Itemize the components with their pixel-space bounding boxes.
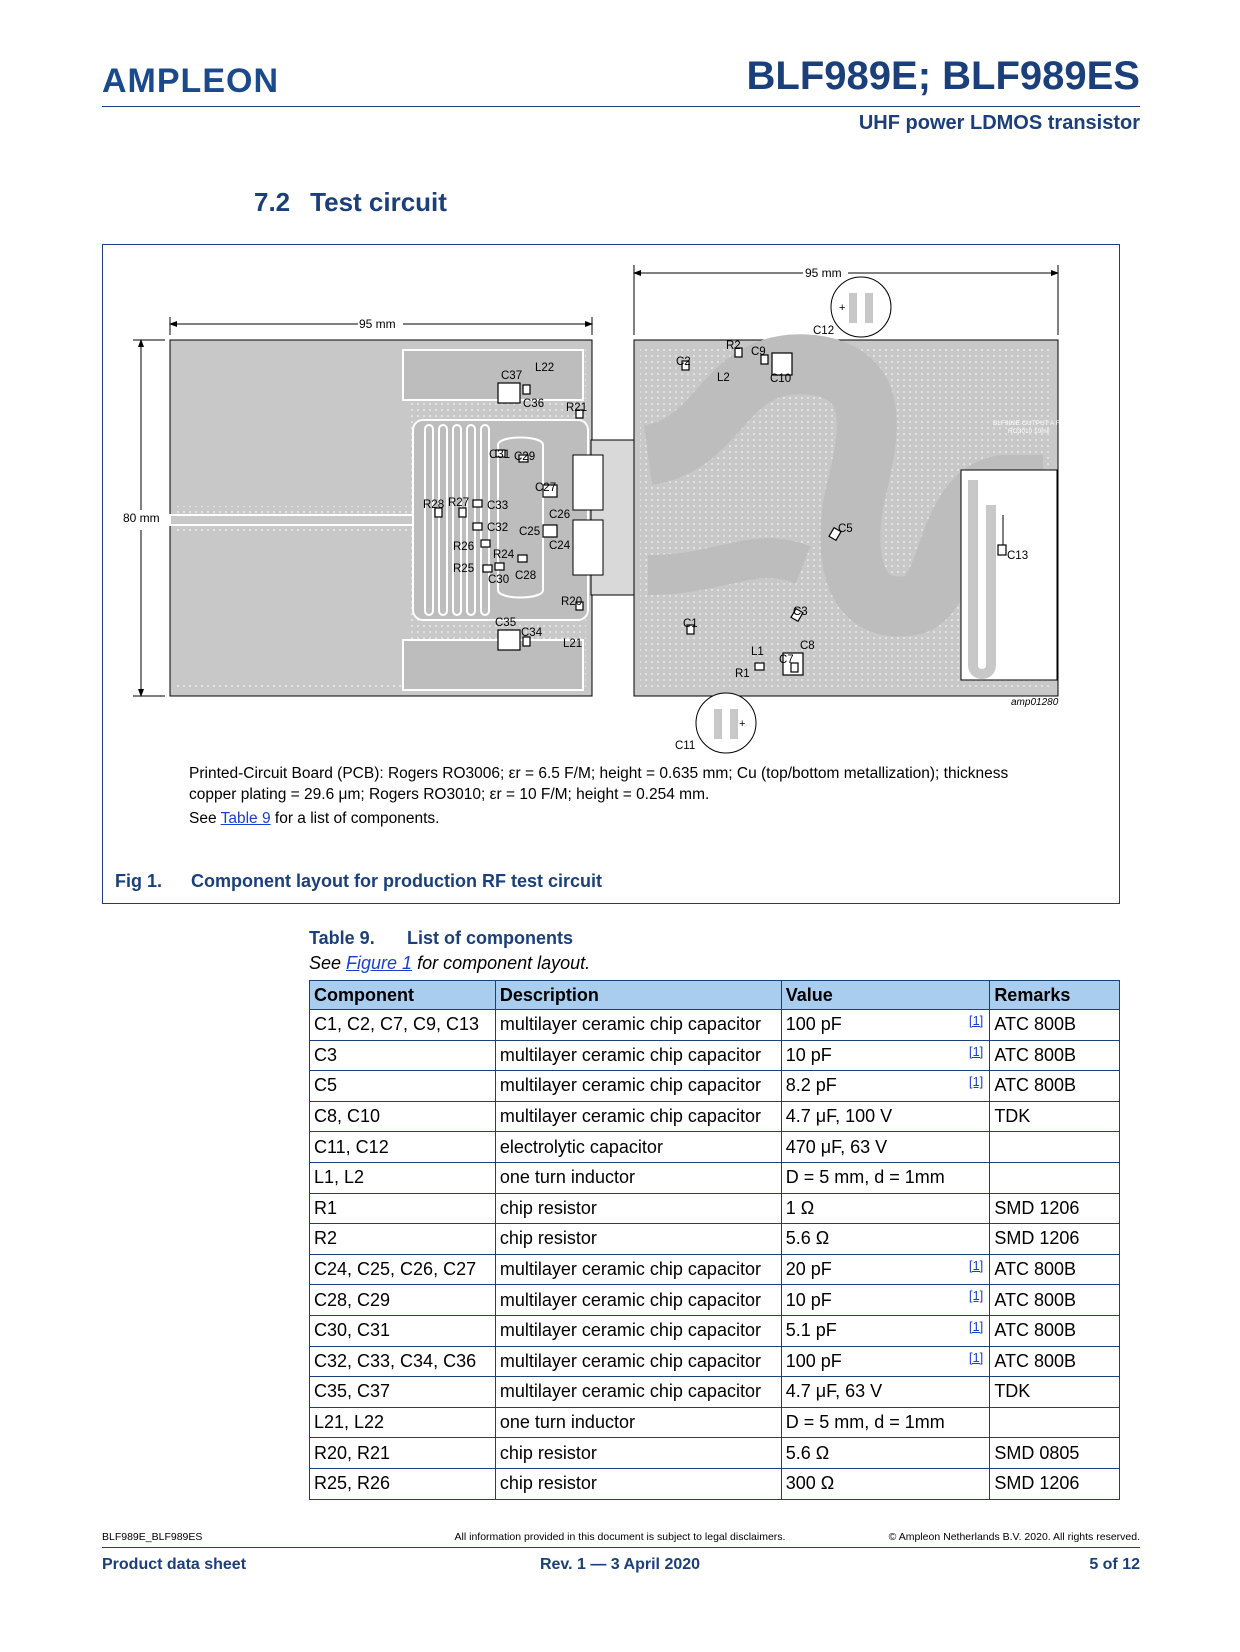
silk-label-5: REV1: [993, 488, 1010, 495]
label-c29: C29: [514, 451, 536, 463]
label-r27: R27: [448, 497, 470, 509]
value-text: 5.6 Ω: [785, 1228, 830, 1249]
cell-value: [781, 1315, 990, 1346]
figure-caption-label: Fig 1.: [115, 871, 163, 891]
table-row: [310, 1224, 1120, 1255]
table-title: [309, 928, 573, 949]
cell-description: multilayer ceramic chip capacitor: [495, 1315, 781, 1346]
label-r20: R20: [561, 596, 583, 608]
label-r24: R24: [493, 549, 515, 561]
cell-description: one turn inductor: [495, 1162, 781, 1193]
table-note-link[interactable]: [1]: [968, 1074, 984, 1090]
figure-see-reference: See Table 9 for a list of components.: [189, 810, 440, 827]
header-component: Component: [310, 981, 496, 1010]
silk-label-2: RO3010 10mil: [1008, 428, 1050, 435]
section-heading: [254, 187, 447, 218]
table-row: [310, 1010, 1120, 1041]
figure-caption-text: Component layout for production RF test circuit: [191, 871, 602, 891]
table-subtitle: See Figure 1 for component layout.: [309, 953, 591, 973]
cell-value: [781, 1254, 990, 1285]
table-row: [310, 1315, 1120, 1346]
table-title-text: List of components: [407, 928, 573, 948]
figure-1-link[interactable]: Figure 1: [346, 953, 413, 973]
header-description: Description: [495, 981, 781, 1010]
cell-description: multilayer ceramic chip capacitor: [495, 1071, 781, 1102]
value-text: D = 5 mm, d = 1mm: [785, 1412, 945, 1433]
table-row: [310, 1468, 1120, 1499]
table-row: [310, 1407, 1120, 1438]
cell-component: R1: [310, 1193, 496, 1224]
dim-height: 80 mm: [123, 511, 160, 525]
label-c7: C7: [779, 654, 794, 666]
table-note-link[interactable]: [1]: [968, 1288, 984, 1304]
table-note-link[interactable]: [1]: [968, 1349, 984, 1365]
label-c35: C35: [495, 617, 517, 629]
cell-description: multilayer ceramic chip capacitor: [495, 1254, 781, 1285]
footer-page-number: 5 of 12: [1089, 1556, 1140, 1573]
cell-value: [781, 1438, 990, 1469]
label-c13: C13: [1007, 550, 1029, 562]
table-row: [310, 1101, 1120, 1132]
label-r2: R2: [726, 340, 741, 352]
cell-remarks: SMD 0805: [990, 1438, 1120, 1469]
table-note-link[interactable]: [1]: [968, 1043, 984, 1059]
label-c9: C9: [751, 346, 766, 358]
value-text: 4.7 μF, 63 V: [785, 1381, 883, 1402]
table-row: [310, 1254, 1120, 1285]
label-c32: C32: [487, 522, 509, 534]
cell-value: [781, 1071, 990, 1102]
cell-component: L21, L22: [310, 1407, 496, 1438]
figure-caption: [115, 871, 602, 892]
figure-note-line-2: copper plating = 29.6 μm; Rogers RO3010; εr = 10 F/M; height = 0.254 mm.: [189, 786, 710, 803]
value-text: 300 Ω: [785, 1473, 835, 1494]
cell-value: [781, 1377, 990, 1408]
cell-remarks: SMD 1206: [990, 1224, 1120, 1255]
cell-description: chip resistor: [495, 1438, 781, 1469]
cell-component: C1, C2, C7, C9, C13: [310, 1010, 496, 1041]
label-l21: L21: [563, 638, 583, 650]
cell-value: [781, 1193, 990, 1224]
label-c37: C37: [501, 370, 523, 382]
cell-value: [781, 1010, 990, 1041]
table-note-link[interactable]: [1]: [968, 1257, 984, 1273]
label-c25: C25: [519, 526, 541, 538]
cell-component: R2: [310, 1224, 496, 1255]
value-text: 100 pF: [785, 1350, 842, 1371]
label-c11: C11: [675, 740, 696, 752]
silk-label-3: BLF989E: [993, 472, 1021, 479]
output-board: [634, 340, 1073, 696]
table-row: [310, 1040, 1120, 1071]
figure-note-line-1: Printed-Circuit Board (PCB): Rogers RO3006; εr = 6.5 F/M; height = 0.635 mm; Cu (top/bottom metallization); thickness: [189, 765, 1009, 782]
silk-label-4: OUTPUT B: [993, 480, 1026, 487]
section-number: 7.2: [254, 187, 291, 217]
label-c10: C10: [770, 373, 792, 385]
company-logo: AMPLEON: [102, 62, 279, 100]
label-c24: C24: [549, 540, 571, 552]
label-r28: R28: [423, 499, 445, 511]
cell-remarks: [990, 1407, 1120, 1438]
label-l1: L1: [751, 646, 764, 658]
cell-remarks: ATC 800B: [990, 1285, 1120, 1316]
footer-disclaimer: All information provided in this document is subject to legal disclaimers.: [454, 1531, 786, 1543]
silk-label-6: RO3006 25mil: [993, 496, 1035, 503]
cell-component: C30, C31: [310, 1315, 496, 1346]
cell-value: [781, 1407, 990, 1438]
svg-text:+: +: [839, 302, 846, 314]
footer-divider: [102, 1547, 1140, 1548]
footer-revision: Rev. 1 — 3 April 2020: [539, 1556, 701, 1573]
header-value: Value: [781, 981, 990, 1010]
cell-component: C35, C37: [310, 1377, 496, 1408]
cell-value: [781, 1468, 990, 1499]
cell-component: C11, C12: [310, 1132, 496, 1163]
label-l22: L22: [535, 362, 555, 374]
cell-remarks: SMD 1206: [990, 1193, 1120, 1224]
label-c27: C27: [535, 482, 557, 494]
label-c8: C8: [800, 640, 815, 652]
cell-description: chip resistor: [495, 1468, 781, 1499]
label-r1: R1: [735, 668, 750, 680]
cell-value: [781, 1346, 990, 1377]
cell-remarks: ATC 800B: [990, 1346, 1120, 1377]
label-c33: C33: [487, 500, 509, 512]
components-table: [309, 980, 1120, 1500]
cell-remarks: ATC 800B: [990, 1254, 1120, 1285]
cell-component: C3: [310, 1040, 496, 1071]
cell-remarks: ATC 800B: [990, 1315, 1120, 1346]
cell-description: multilayer ceramic chip capacitor: [495, 1040, 781, 1071]
capacitor-c11: [696, 693, 756, 753]
cell-component: C5: [310, 1071, 496, 1102]
cell-remarks: SMD 1206: [990, 1468, 1120, 1499]
cell-remarks: ATC 800B: [990, 1040, 1120, 1071]
table-row: [310, 1193, 1120, 1224]
table-note-link[interactable]: [1]: [968, 1013, 984, 1028]
table-note-link[interactable]: [1]: [968, 1318, 984, 1334]
cell-description: multilayer ceramic chip capacitor: [495, 1285, 781, 1316]
cell-remarks: [990, 1132, 1120, 1163]
table-row: [310, 1132, 1120, 1163]
cell-remarks: ATC 800B: [990, 1010, 1120, 1041]
document-subtitle: UHF power LDMOS transistor: [858, 112, 1140, 134]
dim-left-width: 95 mm: [359, 317, 396, 331]
cell-component: R20, R21: [310, 1438, 496, 1469]
label-r25: R25: [453, 563, 475, 575]
table-header-row: [310, 981, 1120, 1010]
document-title: BLF989E; BLF989ES: [746, 54, 1140, 98]
footer-doc-id: BLF989E_BLF989ES: [102, 1531, 203, 1543]
label-c3: C3: [793, 606, 808, 618]
silk-label-1: BLF989E OUTPUT A REV1: [993, 420, 1073, 427]
table-row: [310, 1162, 1120, 1193]
label-c36: C36: [523, 398, 545, 410]
capacitor-c12: [831, 277, 891, 337]
value-text: 4.7 μF, 100 V: [785, 1106, 893, 1127]
table-row: [310, 1377, 1120, 1408]
label-c34: C34: [521, 627, 543, 639]
label-l2: L2: [717, 372, 730, 384]
cell-description: electrolytic capacitor: [495, 1132, 781, 1163]
figure-1: [102, 244, 1120, 904]
label-r21: R21: [566, 402, 588, 414]
cell-description: chip resistor: [495, 1224, 781, 1255]
value-text: 100 pF: [785, 1014, 842, 1035]
cell-remarks: ATC 800B: [990, 1071, 1120, 1102]
value-text: 10 pF: [785, 1289, 832, 1310]
footer-copyright: © Ampleon Netherlands B.V. 2020. All rights reserved.: [888, 1531, 1140, 1543]
cell-component: C8, C10: [310, 1101, 496, 1132]
cell-description: multilayer ceramic chip capacitor: [495, 1101, 781, 1132]
value-text: 8.2 pF: [785, 1075, 837, 1096]
svg-text:+: +: [739, 718, 746, 730]
cell-value: [781, 1162, 990, 1193]
value-text: 470 μF, 63 V: [785, 1136, 888, 1157]
value-text: 5.1 pF: [785, 1320, 837, 1341]
section-title: Test circuit: [310, 187, 447, 217]
cell-remarks: TDK: [990, 1101, 1120, 1132]
cell-remarks: TDK: [990, 1377, 1120, 1408]
cell-component: L1, L2: [310, 1162, 496, 1193]
table-9-link[interactable]: Table 9: [220, 810, 271, 827]
cell-description: chip resistor: [495, 1193, 781, 1224]
cell-description: one turn inductor: [495, 1407, 781, 1438]
value-text: 5.6 Ω: [785, 1442, 830, 1463]
header-remarks: Remarks: [990, 981, 1120, 1010]
cell-value: [781, 1224, 990, 1255]
table-body: [310, 1010, 1120, 1500]
cell-component: C32, C33, C34, C36: [310, 1346, 496, 1377]
footer-doc-type: Product data sheet: [102, 1556, 247, 1573]
label-c5: C5: [838, 523, 853, 535]
cell-remarks: [990, 1162, 1120, 1193]
cell-component: C28, C29: [310, 1285, 496, 1316]
value-text: 20 pF: [785, 1259, 832, 1280]
label-c28: C28: [515, 570, 537, 582]
cell-value: [781, 1132, 990, 1163]
figure-note: [189, 763, 1008, 805]
label-c2: C2: [676, 356, 691, 368]
cell-component: C24, C25, C26, C27: [310, 1254, 496, 1285]
cell-description: multilayer ceramic chip capacitor: [495, 1346, 781, 1377]
value-text: D = 5 mm, d = 1mm: [785, 1167, 945, 1188]
table-row: [310, 1438, 1120, 1469]
table-label: Table 9.: [309, 928, 375, 948]
label-c1: C1: [683, 618, 698, 630]
label-c31: C31: [489, 449, 511, 461]
header-divider: [102, 106, 1140, 107]
table-row: [310, 1346, 1120, 1377]
label-r26: R26: [453, 541, 475, 553]
label-c26: C26: [549, 509, 571, 521]
cell-value: [781, 1101, 990, 1132]
cell-value: [781, 1285, 990, 1316]
label-c30: C30: [488, 574, 510, 586]
figure-ref-code: amp01280: [1011, 697, 1059, 708]
cell-description: multilayer ceramic chip capacitor: [495, 1010, 781, 1041]
value-text: 10 pF: [785, 1044, 832, 1065]
label-c12: C12: [813, 325, 835, 337]
table-row: [310, 1285, 1120, 1316]
dim-right-width: 95 mm: [805, 266, 842, 280]
table-row: [310, 1071, 1120, 1102]
value-text: 1 Ω: [785, 1197, 815, 1218]
cell-component: R25, R26: [310, 1468, 496, 1499]
cell-value: [781, 1040, 990, 1071]
cell-description: multilayer ceramic chip capacitor: [495, 1377, 781, 1408]
